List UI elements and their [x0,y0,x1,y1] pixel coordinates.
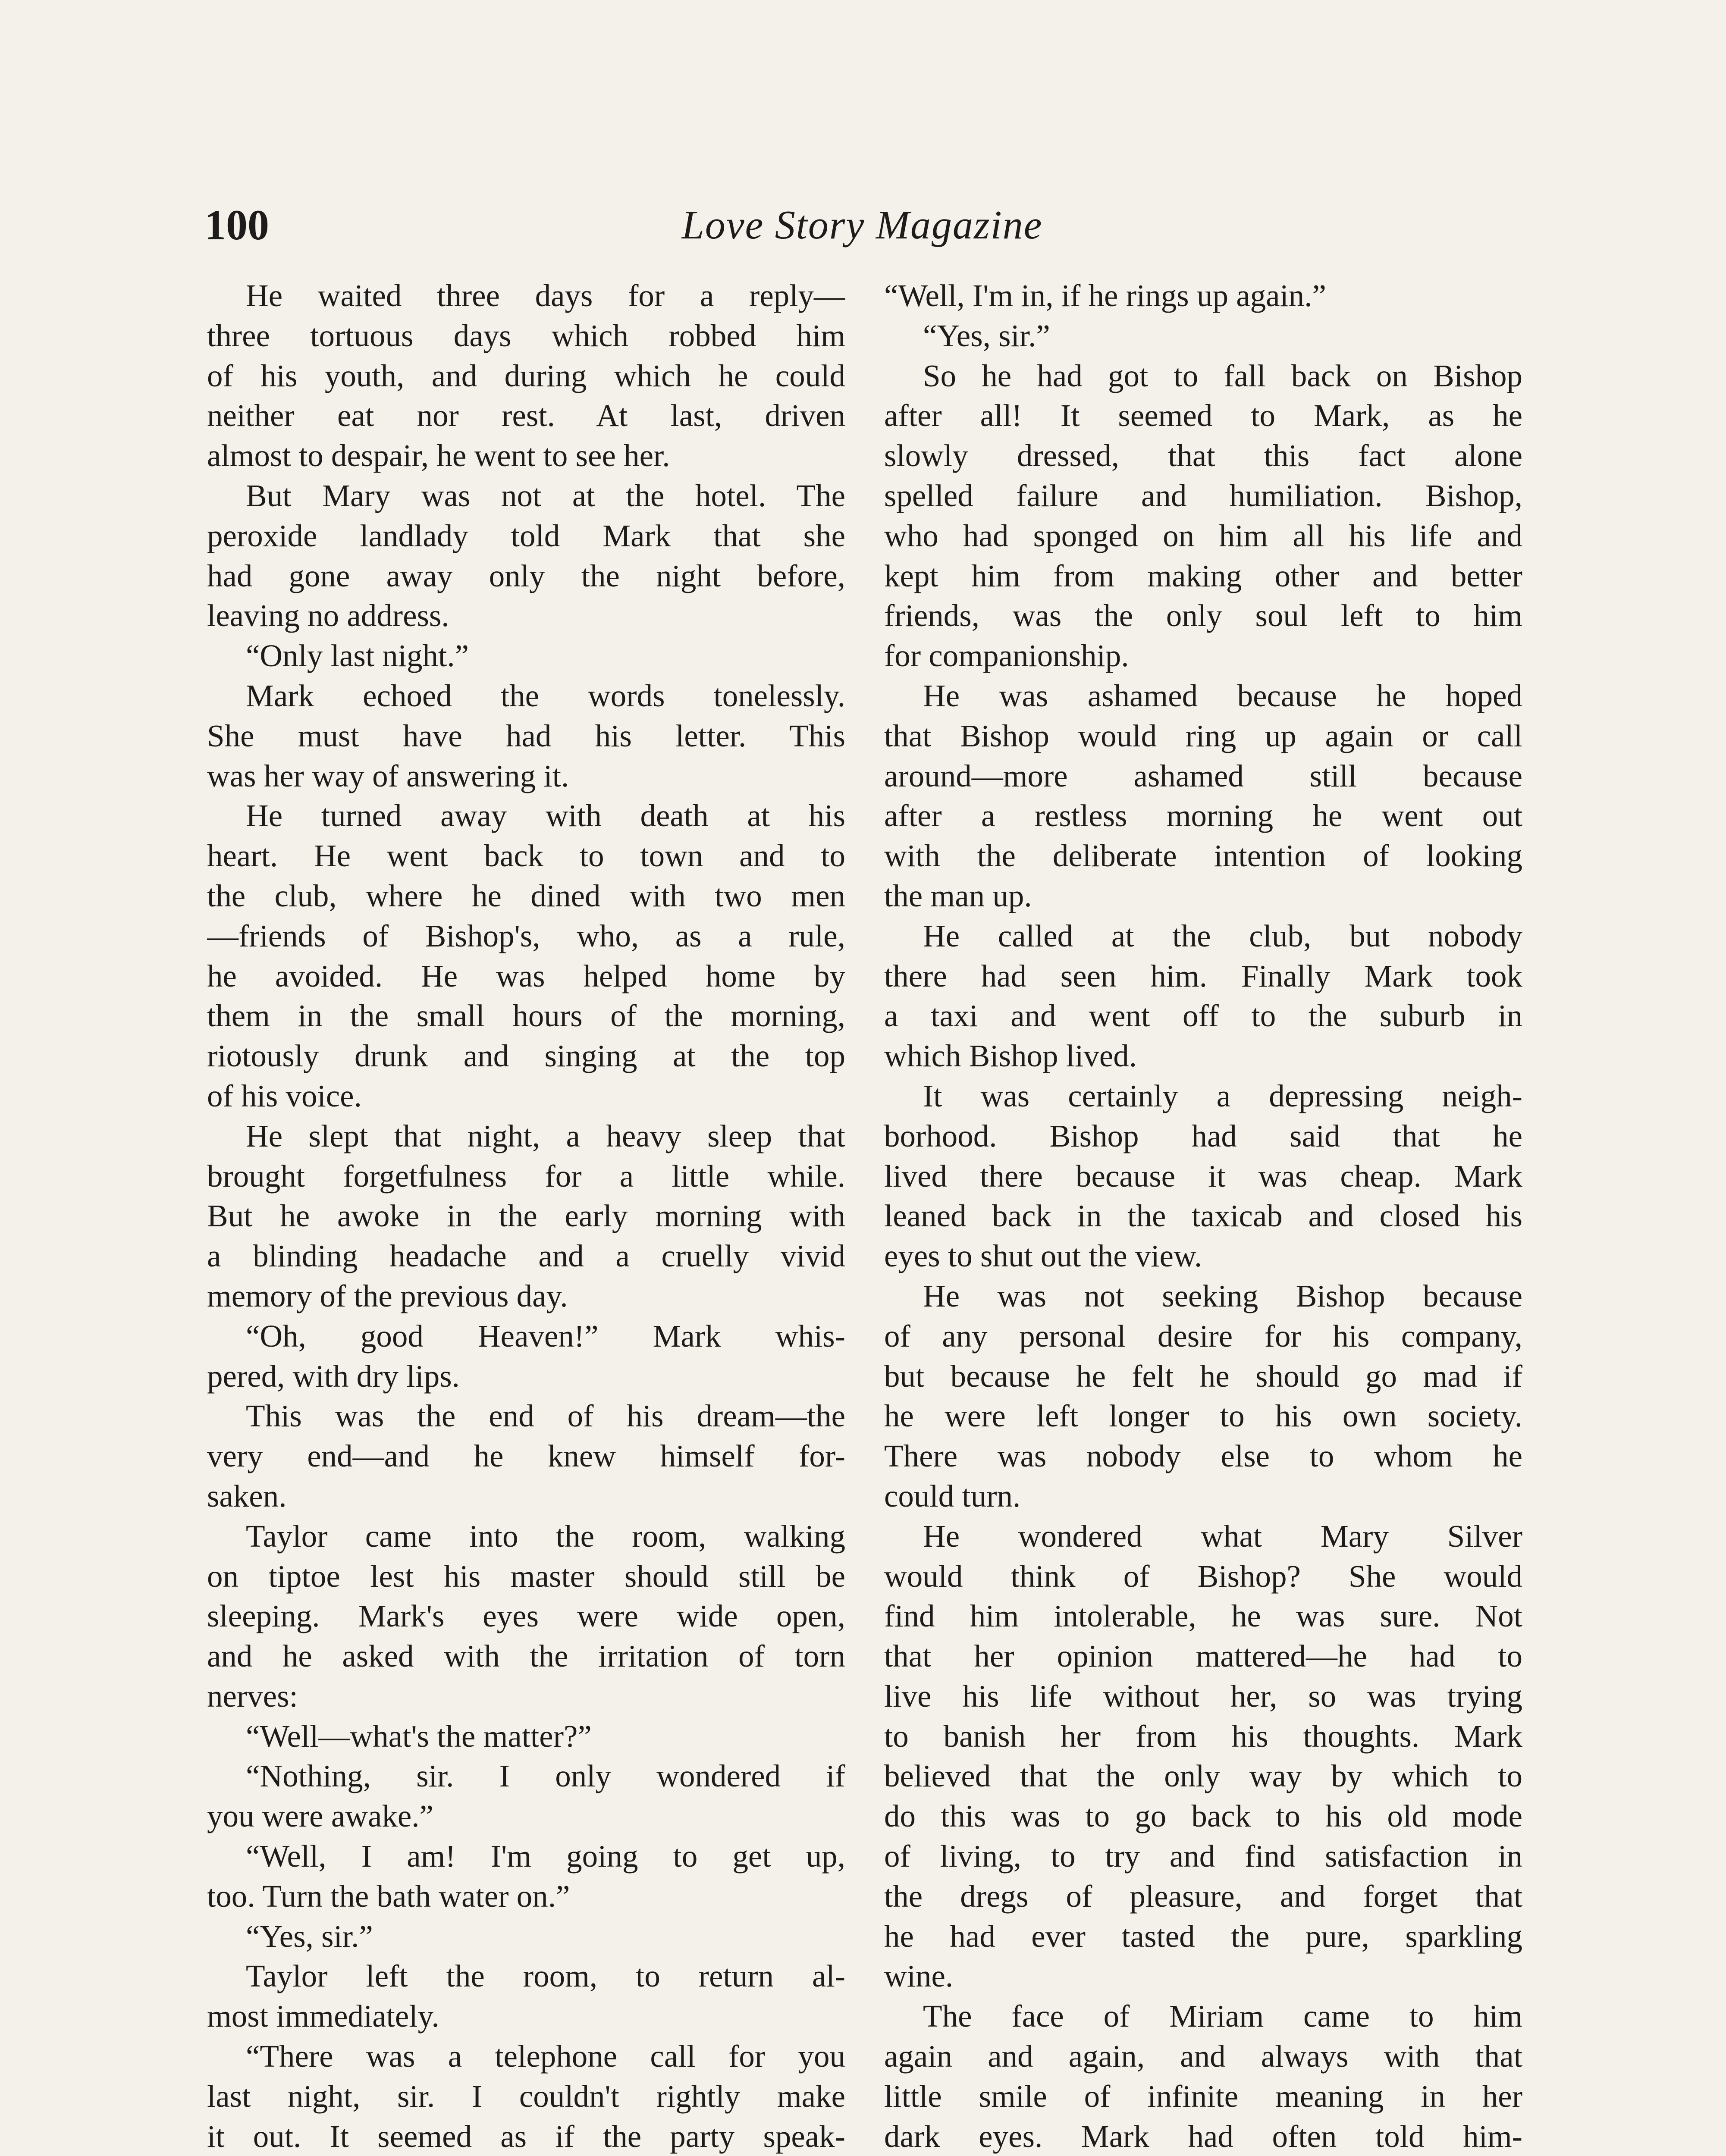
text-line: them in the small hours of the morning, [207,998,845,1034]
text-line: He wondered what Mary Silver [923,1518,1522,1554]
text-line: riotously drunk and singing at the top [207,1038,845,1074]
text-line: he avoided. He was helped home by [207,958,845,993]
text-line: “There was a telephone call for you [246,2039,845,2074]
text-line: it out. It seemed as if the party speak- [207,2118,845,2154]
page-number: 100 [204,201,269,249]
text-line: “Well, I am! I'm going to get up, [246,1839,845,1874]
text-line: So he had got to fall back on Bishop [923,358,1522,393]
text-line: Taylor left the room, to return al- [246,1959,845,1994]
text-line: could turn. [884,1478,1021,1514]
text-line: wine. [884,1959,954,1994]
text-line: kept him from making other and better [884,558,1522,593]
text-line: But he awoke in the early morning with [207,1198,845,1234]
text-line: believed that the only way by which to [884,1758,1522,1794]
text-line: pered, with dry lips. [207,1358,460,1394]
text-line: “Oh, good Heaven!” Mark whis- [246,1318,845,1354]
text-line: —friends of Bishop's, who, as a rule, [207,918,845,953]
text-line: the man up. [884,878,1032,913]
text-line: He was not seeking Bishop because [923,1278,1522,1313]
text-line: lived there because it was cheap. Mark [884,1158,1522,1194]
text-line: She must have had his letter. This [207,718,845,753]
text-line: of any personal desire for his company, [884,1318,1522,1354]
text-line: It was certainly a depressing neigh- [923,1078,1522,1113]
text-line: with the deliberate intention of looking [884,838,1522,874]
text-line: He called at the club, but nobody [923,918,1522,953]
text-line: live his life without her, so was trying [884,1678,1522,1714]
text-line: “Nothing, sir. I only wondered if [246,1758,845,1794]
text-line: who had sponged on him all his life and [884,518,1522,553]
text-line: Mark echoed the words tonelessly. [246,678,845,713]
text-line: dark eyes. Mark had often told him- [884,2118,1522,2154]
text-line: almost to despair, he went to see her. [207,438,670,473]
text-line: he had ever tasted the pure, sparkling [884,1918,1522,1954]
text-line: but because he felt he should go mad if [884,1358,1522,1394]
text-line: you were awake.” [207,1799,433,1834]
text-line: a taxi and went off to the suburb in [884,998,1522,1034]
text-line: of his youth, and during which he could [207,358,845,393]
text-line: leaned back in the taxicab and closed his [884,1198,1522,1234]
page-header [204,195,1520,255]
text-line: The face of Miriam came to him [923,1999,1522,2034]
magazine-title: Love Story Magazine [681,203,1043,248]
text-line: “Yes, sir.” [246,1918,373,1954]
text-line: again and again, and always with that [884,2039,1522,2074]
text-line: for companionship. [884,638,1129,674]
text-line: “Yes, sir.” [923,318,1050,353]
text-line: “Only last night.” [246,638,469,674]
text-line: sleeping. Mark's eyes were wide open, [207,1598,845,1634]
text-line: heart. He went back to town and to [207,838,845,874]
text-line: there had seen him. Finally Mark took [884,958,1522,993]
text-line: to banish her from his thoughts. Mark [884,1718,1522,1754]
text-line: find him intolerable, he was sure. Not [884,1598,1522,1634]
text-line: “Well, I'm in, if he rings up again.” [884,278,1326,313]
text-line: was her way of answering it. [207,758,569,793]
right-text-column [884,276,1522,2156]
text-line: nerves: [207,1678,298,1714]
text-line: he were left longer to his own society. [884,1398,1522,1434]
text-line: little smile of infinite meaning in her [884,2078,1522,2114]
text-line: three tortuous days which robbed him [207,318,845,353]
text-line: had gone away only the night before, [207,558,845,593]
text-line: Taylor came into the room, walking [246,1518,845,1554]
text-line: neither eat nor rest. At last, driven [207,398,845,433]
text-line: after all! It seemed to Mark, as he [884,398,1522,433]
text-line: peroxide landlady told Mark that she [207,518,845,553]
text-line: very end—and he knew himself for- [207,1438,845,1474]
text-line: But Mary was not at the hotel. The [246,478,845,513]
text-line: the dregs of pleasure, and forget that [884,1878,1522,1914]
text-line: a blinding headache and a cruelly vivid [207,1238,845,1274]
text-line: There was nobody else to whom he [884,1438,1522,1474]
text-line: eyes to shut out the view. [884,1238,1202,1274]
text-line: and he asked with the irritation of torn [207,1639,845,1674]
text-line: “Well—what's the matter?” [246,1718,592,1754]
text-line: which Bishop lived. [884,1038,1137,1074]
text-line: slowly dressed, that this fact alone [884,438,1522,473]
text-line: do this was to go back to his old mode [884,1799,1522,1834]
text-line: on tiptoe lest his master should still be [207,1558,845,1594]
text-line: memory of the previous day. [207,1278,568,1313]
text-line: too. Turn the bath water on.” [207,1878,570,1914]
text-line: He was ashamed because he hoped [923,678,1522,713]
text-line: that her opinion mattered—he had to [884,1639,1522,1674]
text-line: brought forgetfulness for a little while. [207,1158,845,1194]
text-line: borhood. Bishop had said that he [884,1118,1522,1153]
text-line: leaving no address. [207,598,449,633]
text-line: last night, sir. I couldn't rightly make [207,2078,845,2114]
text-line: around—more ashamed still because [884,758,1522,793]
text-line: spelled failure and humiliation. Bishop, [884,478,1522,513]
text-line: of living, to try and find satisfaction in [884,1839,1522,1874]
text-line: would think of Bishop? She would [884,1558,1522,1594]
text-line: of his voice. [207,1078,362,1113]
text-line: that Bishop would ring up again or call [884,718,1522,753]
text-line: the club, where he dined with two men [207,878,845,913]
text-line: after a restless morning he went out [884,798,1522,834]
text-line: saken. [207,1478,287,1514]
text-line: This was the end of his dream—the [246,1398,845,1434]
left-text-column [207,276,845,2156]
text-line: most immediately. [207,1999,439,2034]
text-line: He turned away with death at his [246,798,845,834]
text-line: He slept that night, a heavy sleep that [246,1118,845,1153]
text-line: friends, was the only soul left to him [884,598,1522,633]
text-line: He waited three days for a reply— [246,278,845,313]
